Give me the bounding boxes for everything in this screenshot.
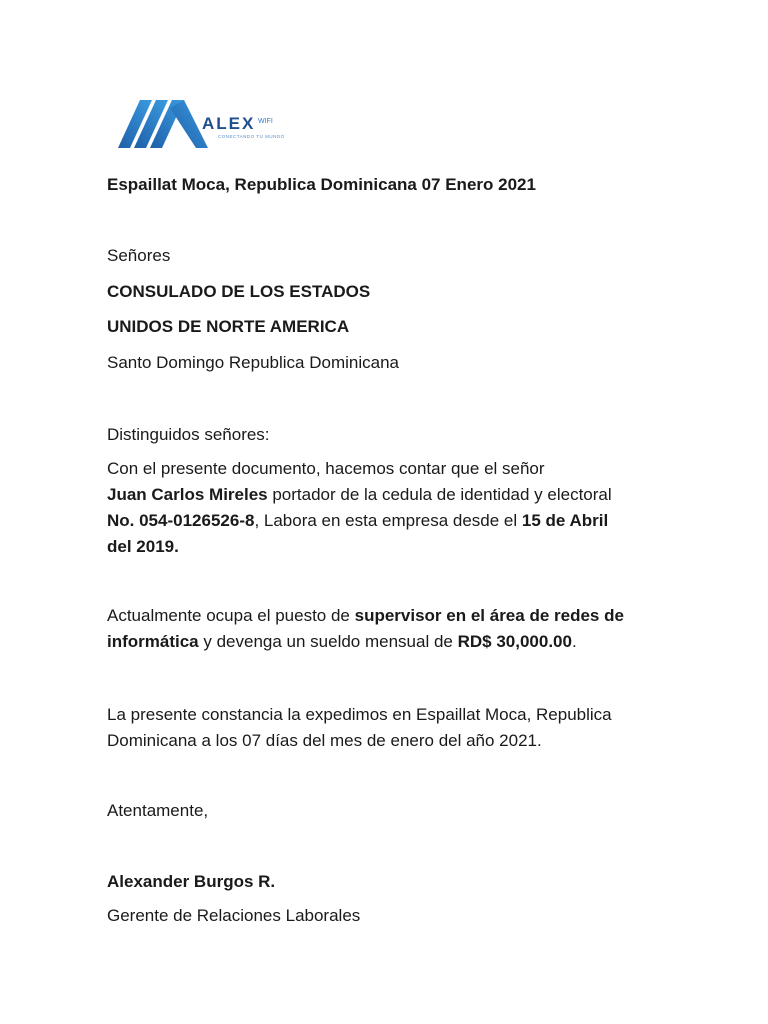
salary: RD$ 30,000.00 [457, 632, 572, 651]
p2-end: . [571, 632, 577, 651]
signer-title: Gerente de Relaciones Laborales [107, 906, 361, 925]
p1-line-4 [107, 534, 667, 560]
start-date-part-2: del 2019. [107, 537, 179, 556]
p1-after-name: portador de la cedula de identidad y electoral [267, 485, 612, 504]
logo-brand-text: ALEX [202, 114, 256, 133]
p3-line-2: Dominicana a los 07 días del mes de enero del año 2021. [107, 731, 542, 750]
p1-line-2 [107, 482, 667, 508]
p1-line-3 [107, 508, 667, 534]
p2-line-2 [107, 629, 667, 655]
p1-after-id: , Labora en esta empresa desde el [254, 511, 522, 530]
closing: Atentamente, [107, 801, 209, 820]
paragraph-position [107, 603, 667, 655]
p1-line-1: Con el presente documento, hacemos contar que el señor [107, 459, 545, 478]
p2-middle: y devenga un sueldo mensual de [198, 632, 458, 651]
employee-name: Juan Carlos Mireles [107, 485, 268, 504]
signer-name: Alexander Burgos R. [107, 872, 276, 891]
paragraph-issuance [107, 702, 667, 754]
p2-line-1 [107, 603, 667, 629]
position-part-2: informática [107, 632, 199, 651]
greeting: Distinguidos señores: [107, 425, 270, 444]
recipient-line-1: CONSULADO DE LOS ESTADOS [107, 282, 371, 301]
company-logo [118, 98, 298, 152]
position-part-1: supervisor en el área de redes de [354, 606, 624, 625]
alex-wifi-logo-icon [118, 98, 298, 152]
paragraph-employment [107, 456, 667, 560]
place-date: Espaillat Moca, Republica Dominicana 07 Enero 2021 [107, 175, 536, 194]
logo-suffix-text: WIFI [258, 118, 273, 125]
logo-tagline-text: CONECTANDO TU MUNDO [218, 134, 285, 139]
recipient-line-2: UNIDOS DE NORTE AMERICA [107, 317, 350, 336]
start-date-part-1: 15 de Abril [521, 511, 609, 530]
p3-line-1: La presente constancia la expedimos en Espaillat Moca, Republica [107, 705, 612, 724]
recipient-city: Santo Domingo Republica Dominicana [107, 353, 399, 372]
p2-before: Actualmente ocupa el puesto de [107, 606, 355, 625]
salutation-to: Señores [107, 246, 171, 265]
employee-id: No. 054-0126526-8 [107, 511, 255, 530]
